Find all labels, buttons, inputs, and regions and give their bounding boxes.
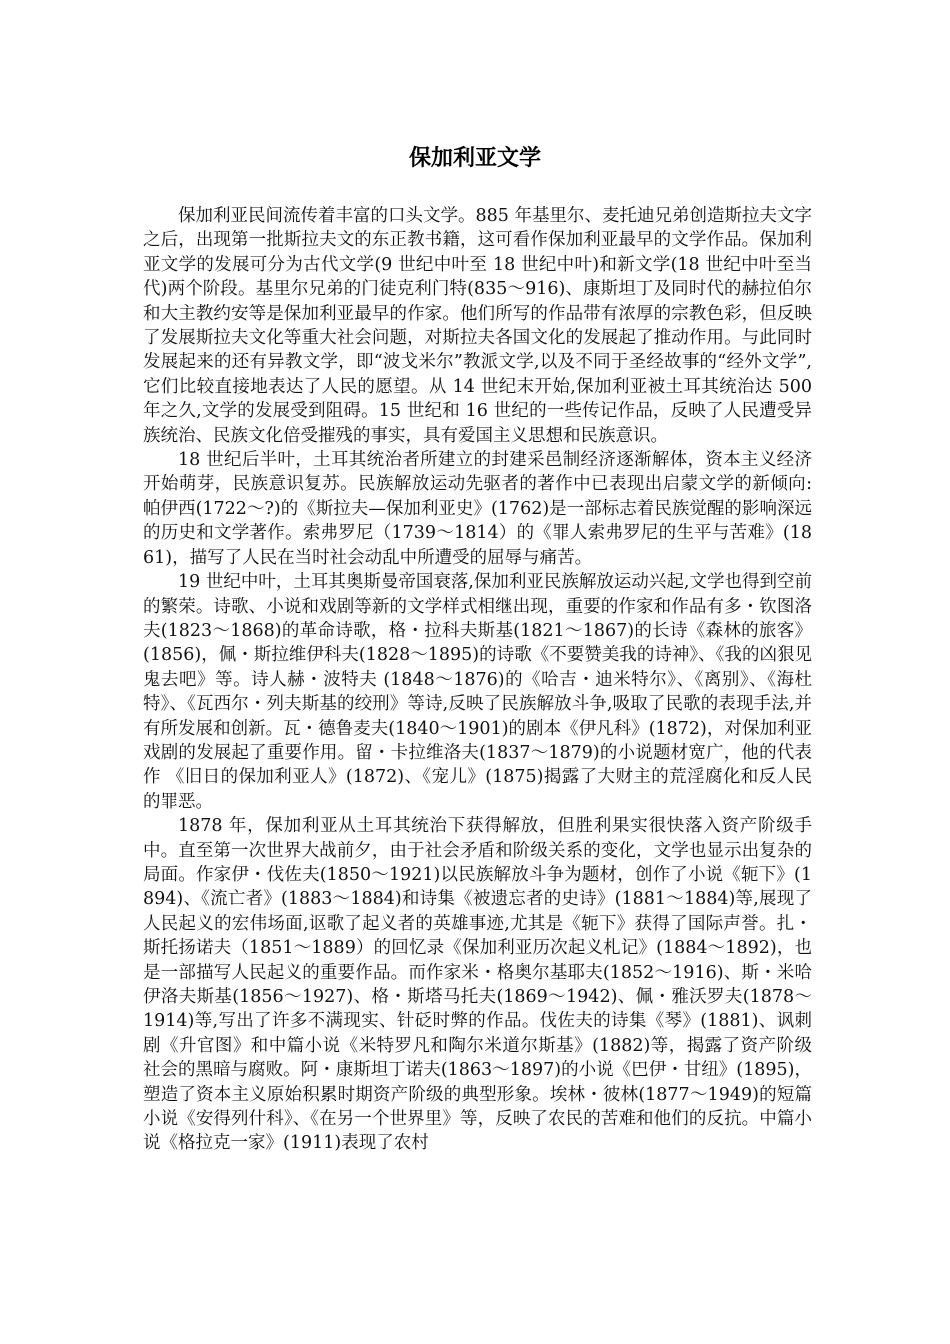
paragraph-18th-century: 18 世纪后半叶，土耳其统治者所建立的封建采邑制经济逐渐解体，资本主义经济开始萌芽，民族意识复苏。民族解放运动先驱者的著作中已表现出启蒙文学的新倾向:帕伊西(1722～?)的《斯拉夫—保加利亚史》(1762)是一部标志着民族觉醒的影响深远的历史和文学著作。索弗罗尼（1739～1814）的《罪人索弗罗尼的生平与苦难》(1861)，描写了人民在当时社会动乱中所遭受的屈辱与痛苦。 — [143, 450, 812, 568]
document-title: 保加利亚文学 — [408, 146, 541, 171]
document-body — [143, 204, 812, 1156]
paragraph-19th-century: 19 世纪中叶，土耳其奥斯曼帝国衰落,保加利亚民族解放运动兴起,文学也得到空前的繁荣。诗歌、小说和戏剧等新的文学样式相继出现，重要的作家和作品有多・钦图洛夫(1823～1868)的革命诗歌，格・拉科夫斯基(1821～1867)的长诗《森林的旅客》(1856)，佩・斯拉维伊科夫(1828～1895)的诗歌《不要赞美我的诗神》、《我的凶狠见鬼去吧》等。诗人赫・波特夫 (1848～1876)的《哈吉・迪米特尔》、《离别》、《海杜特》、《瓦西尔・列夫斯基的绞刑》等诗,反映了民族解放斗争,吸取了民歌的表现手法,并有所发展和创新。瓦・德鲁麦夫(1840～1901)的剧本《伊凡科》(1872)，对保加利亚戏剧的发展起了重要作用。留・卡拉维洛夫(1837～1879)的小说题材宽广，他的代表作 《旧日的保加利亚人》(1872)、《宠儿》(1875)揭露了大财主的荒淫腐化和反人民的罪恶。 — [143, 572, 812, 812]
paragraph-ancient-literature: 保加利亚民间流传着丰富的口头文学。885 年基里尔、麦托迪兄弟创造斯拉夫文字之后，出现第一批斯拉夫文的东正教书籍，这可看作保加利亚最早的文学作品。保加利亚文学的发展可分为古代文学(9 世纪中叶至 18 世纪中叶)和新文学(18 世纪中叶至当代)两个阶段。基里尔兄弟的门徒克利门特(835～916)、康斯坦丁及同时代的赫拉伯尔和大主教约安等是保加利亚最早的作家。他们所写的作品带有浓厚的宗教色彩，但反映了发展斯拉夫文化等重大社会问题，对斯拉夫各国文化的发展起了推动作用。与此同时发展起来的还有异教文学，即“波戈米尔”教派文学,以及不同于圣经故事的“经外文学”,它们比较直接地表达了人民的愿望。从 14 世纪末开始,保加利亚被土耳其统治达 500 年之久,文学的发展受到阻碍。15 世纪和 16 世纪的一些传记作品，反映了人民遭受异族统治、民族文化倍受摧残的事实，具有爱国主义思想和民族意识。 — [143, 206, 812, 446]
paragraph-1878-liberation: 1878 年，保加利亚从土耳其统治下获得解放，但胜利果实很快落入资产阶级手中。直至第一次世界大战前夕，由于社会矛盾和阶级关系的变化，文学也显示出复杂的局面。作家伊・伐佐夫(1850～1921)以民族解放斗争为题材，创作了小说《轭下》(1894)、《流亡者》(1883～1884)和诗集《被遗忘者的史诗》(1881～1884)等,展现了人民起义的宏伟场面,讴歌了起义者的英雄事迹,尤其是《轭下》获得了国际声誉。扎・斯托扬诺夫（1851～1889）的回忆录《保加利亚历次起义札记》(1884～1892)，也是一部描写人民起义的重要作品。而作家米・格奥尔基耶夫(1852～1916)、斯・米哈伊洛夫斯基(1856～1927)、格・斯塔马托夫(1869～1942)、佩・雅沃罗夫(1878～1914)等,写出了许多不满现实、针砭时弊的作品。伐佐夫的诗集《琴》(1881)、讽刺剧《升官图》和中篇小说《米特罗凡和陶尔米道尔斯基》(1882)等，揭露了资产阶级社会的黑暗与腐败。阿・康斯坦丁诺夫(1863～1897)的小说《巴伊・甘纽》(1895)，塑造了资本主义原始积累时期资产阶级的典型形象。埃林・彼林(1877～1949)的短篇小说《安得列什科》、《在另一个世界里》等，反映了农民的苦难和他们的反抗。中篇小说《格拉克一家》(1911)表现了农村 — [143, 816, 812, 1154]
